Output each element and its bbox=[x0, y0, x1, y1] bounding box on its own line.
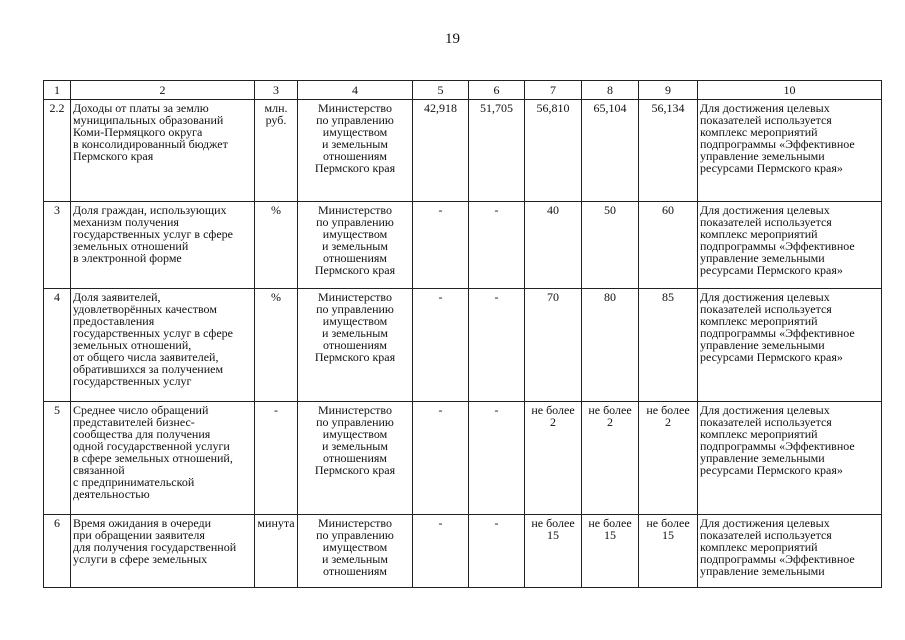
value-col6: - bbox=[469, 515, 525, 588]
value-col9: 85 bbox=[639, 289, 698, 402]
table-row bbox=[44, 100, 882, 202]
value-col9: не более 2 bbox=[639, 402, 698, 515]
column-header: 3 bbox=[255, 81, 298, 100]
value-col8: 50 bbox=[582, 202, 639, 289]
unit: - bbox=[255, 402, 298, 515]
value-col6: - bbox=[469, 289, 525, 402]
column-header: 5 bbox=[413, 81, 469, 100]
value-col5: 42,918 bbox=[413, 100, 469, 202]
column-header: 4 bbox=[298, 81, 413, 100]
page-number: 19 bbox=[445, 31, 460, 47]
responsible: Министерство по управлению имуществом и земельным отношениям Пермского края bbox=[298, 202, 413, 289]
indicator-name: Среднее число обращений представителей бизнес- сообщества для получения одной государственной услуги в сфере земельных отношений, связанной с предпринимательской деятельностью bbox=[71, 402, 255, 515]
row-number: 2.2 bbox=[44, 100, 71, 202]
value-col5: - bbox=[413, 202, 469, 289]
note: Для достижения целевых показателей используется комплекс мероприятий подпрограммы «Эффективное управление земельными ресурсами Пермского края» bbox=[698, 202, 882, 289]
indicator-name: Время ожидания в очереди при обращении заявителя для получения государственной услуги в сфере земельных bbox=[71, 515, 255, 588]
responsible: Министерство по управлению имуществом и земельным отношениям Пермского края bbox=[298, 402, 413, 515]
value-col6: - bbox=[469, 202, 525, 289]
row-number: 3 bbox=[44, 202, 71, 289]
column-header: 9 bbox=[639, 81, 698, 100]
indicators-table bbox=[43, 80, 882, 588]
value-col9: не более 15 bbox=[639, 515, 698, 588]
responsible: Министерство по управлению имуществом и земельным отношениям Пермского края bbox=[298, 100, 413, 202]
indicator-name: Доля граждан, использующих механизм получения государственных услуг в сфере земельных отношений в электронной форме bbox=[71, 202, 255, 289]
indicator-name: Доходы от платы за землю муниципальных образований Коми-Пермяцкого округа в консолидированный бюджет Пермского края bbox=[71, 100, 255, 202]
value-col9: 56,134 bbox=[639, 100, 698, 202]
value-col7: не более 2 bbox=[525, 402, 582, 515]
note: Для достижения целевых показателей используется комплекс мероприятий подпрограммы «Эффективное управление земельными bbox=[698, 515, 882, 588]
table-row bbox=[44, 202, 882, 289]
value-col6: - bbox=[469, 402, 525, 515]
responsible: Министерство по управлению имуществом и земельным отношениям bbox=[298, 515, 413, 588]
table-row bbox=[44, 289, 882, 402]
unit: % bbox=[255, 202, 298, 289]
value-col8: не более 15 bbox=[582, 515, 639, 588]
value-col8: 65,104 bbox=[582, 100, 639, 202]
row-number: 5 bbox=[44, 402, 71, 515]
value-col5: - bbox=[413, 515, 469, 588]
value-col9: 60 bbox=[639, 202, 698, 289]
value-col7: не более 15 bbox=[525, 515, 582, 588]
responsible: Министерство по управлению имуществом и земельным отношениям Пермского края bbox=[298, 289, 413, 402]
value-col8: не более 2 bbox=[582, 402, 639, 515]
table-row bbox=[44, 402, 882, 515]
value-col5: - bbox=[413, 289, 469, 402]
note: Для достижения целевых показателей используется комплекс мероприятий подпрограммы «Эффективное управление земельными ресурсами Пермского края» bbox=[698, 100, 882, 202]
table-row bbox=[44, 515, 882, 588]
unit: минута bbox=[255, 515, 298, 588]
value-col7: 56,810 bbox=[525, 100, 582, 202]
value-col6: 51,705 bbox=[469, 100, 525, 202]
column-header: 1 bbox=[44, 81, 71, 100]
column-header: 6 bbox=[469, 81, 525, 100]
note: Для достижения целевых показателей используется комплекс мероприятий подпрограммы «Эффективное управление земельными ресурсами Пермского края» bbox=[698, 402, 882, 515]
unit: млн. руб. bbox=[255, 100, 298, 202]
indicator-name: Доля заявителей, удовлетворённых качеством предоставления государственных услуг в сфере земельных отношений, от общего числа заявителей, обратившихся за получением государственных услуг bbox=[71, 289, 255, 402]
value-col7: 40 bbox=[525, 202, 582, 289]
value-col8: 80 bbox=[582, 289, 639, 402]
column-header: 7 bbox=[525, 81, 582, 100]
column-header: 2 bbox=[71, 81, 255, 100]
row-number: 4 bbox=[44, 289, 71, 402]
column-header: 10 bbox=[698, 81, 882, 100]
value-col7: 70 bbox=[525, 289, 582, 402]
row-number: 6 bbox=[44, 515, 71, 588]
table-header-row bbox=[44, 81, 882, 100]
value-col5: - bbox=[413, 402, 469, 515]
unit: % bbox=[255, 289, 298, 402]
note: Для достижения целевых показателей используется комплекс мероприятий подпрограммы «Эффективное управление земельными ресурсами Пермского края» bbox=[698, 289, 882, 402]
column-header: 8 bbox=[582, 81, 639, 100]
